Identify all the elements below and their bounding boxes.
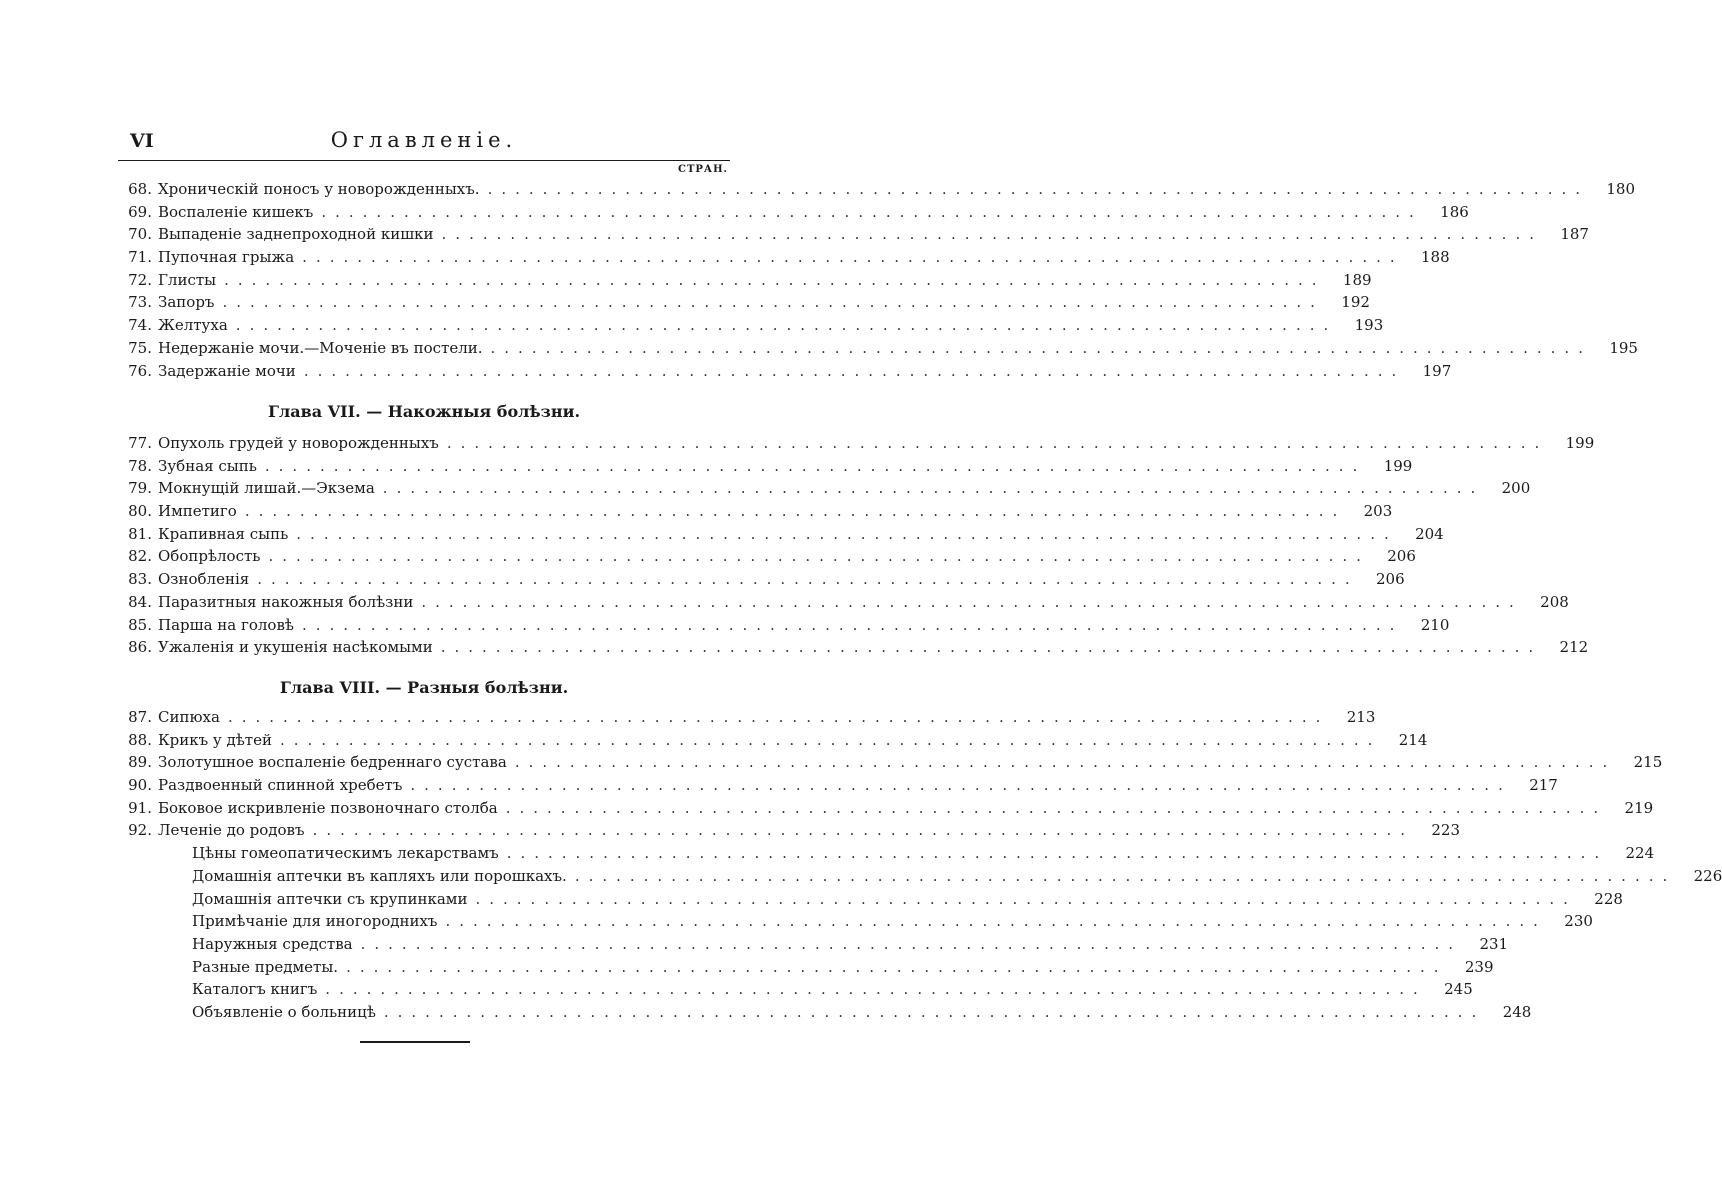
entry-page: 188 [1420, 248, 1450, 267]
entry-title: Ужаленія и укушенія насѣкомыми [158, 638, 433, 657]
entry-number: 81. [128, 524, 152, 543]
entry-page: 231 [1479, 934, 1509, 953]
entry-page: 206 [1376, 570, 1405, 589]
closing-rule [360, 1041, 470, 1043]
toc-entry [118, 910, 1593, 933]
toc-entry [118, 246, 1450, 269]
dot-leader: ................................................................................ [302, 248, 1404, 267]
dot-leader: ................................................................................ [475, 889, 1577, 908]
entry-title: Паразитныя накожныя болѣзни [158, 592, 414, 611]
entry-page: 215 [1633, 753, 1663, 772]
dot-leader: ................................................................................ [446, 434, 1549, 452]
toc-entry [118, 865, 1722, 888]
entry-number: 85. [128, 615, 152, 634]
dot-leader: ................................................................................ [264, 456, 1367, 475]
entry-title: Пупочная грыжа [158, 248, 295, 267]
dot-leader: ................................................................................ [360, 934, 1463, 953]
toc-entry [118, 568, 1405, 591]
toc-entry [118, 545, 1416, 568]
pages-column-label: СТРАН. [678, 164, 728, 175]
toc-entry [118, 751, 1663, 774]
entry-page: 199 [1383, 456, 1413, 475]
entry-title: Запоръ [158, 293, 215, 312]
entry-number: 76. [128, 361, 152, 380]
entry-page: 204 [1415, 524, 1444, 543]
toc-entry [118, 729, 1428, 752]
toc-section-1 [118, 178, 1638, 382]
dot-leader: ................................................................................ [505, 798, 1608, 817]
toc-entry [118, 314, 1384, 337]
dot-leader: ................................................................................ [235, 316, 1338, 335]
entry-page: 245 [1444, 980, 1473, 999]
toc-entry [118, 269, 1372, 292]
entry-page: 206 [1387, 547, 1416, 566]
entry-title: Импетиго [158, 502, 237, 521]
entry-title: Парша на головѣ [158, 615, 294, 634]
entry-number: 78. [128, 456, 152, 475]
entry-title: Сипюха [158, 708, 220, 726]
dot-leader: ................................................................................ [268, 547, 1370, 566]
entry-page: 208 [1540, 592, 1569, 611]
page-number: VI [130, 130, 154, 152]
entry-number: 88. [128, 730, 152, 749]
entry-number: 83. [128, 570, 152, 589]
dot-leader: ................................................................................ [487, 180, 1590, 198]
toc-section-8 [118, 706, 1722, 1024]
chapter-heading-7: Глава VII. — Накожныя болѣзни. [267, 402, 581, 421]
toc-entry [118, 591, 1569, 614]
entry-title: Цѣны гомеопатическимъ лекарствамъ [192, 844, 499, 863]
dot-leader: ................................................................................ [506, 844, 1609, 863]
entry-title: Объявленіе о больницѣ [192, 1002, 376, 1021]
toc-entry [118, 360, 1452, 383]
dot-leader: ................................................................................ [421, 592, 1523, 611]
entry-title: Золотушное воспаленіе бедреннаго сустава [158, 753, 507, 772]
entry-page: 197 [1422, 361, 1452, 380]
dot-leader: ................................................................................ [574, 866, 1677, 885]
entry-number: 82. [128, 547, 152, 566]
dot-leader: ................................................................................ [490, 338, 1592, 357]
entry-number: 75. [128, 338, 152, 357]
entry-page: 228 [1594, 889, 1623, 908]
entry-title: Воспаленіе кишекъ [158, 202, 314, 221]
dot-leader: ................................................................................ [227, 708, 1330, 726]
entry-number: 86. [128, 638, 152, 657]
dot-leader: ................................................................................ [382, 479, 1485, 498]
entry-number: 90. [128, 776, 152, 795]
entry-page: 200 [1501, 479, 1531, 498]
toc-entry [118, 978, 1473, 1001]
entry-page: 213 [1346, 708, 1376, 726]
running-header [118, 128, 730, 158]
entry-page: 230 [1564, 912, 1593, 931]
entry-number: 91. [128, 798, 152, 817]
entry-number: 87. [128, 708, 152, 726]
entry-number: 69. [128, 202, 152, 221]
toc-entry [118, 706, 1376, 729]
header-rule [118, 160, 730, 161]
entry-title: Глисты [158, 270, 217, 289]
toc-entry [118, 1001, 1532, 1024]
entry-title: Опухоль грудей у новорожденныхъ [158, 434, 439, 452]
toc-entry [118, 455, 1413, 478]
toc-entry [118, 500, 1393, 523]
entry-title: Домашнія аптечки въ капляхъ или порошкахъ. [192, 866, 567, 885]
toc-entry [118, 933, 1509, 956]
dot-leader: ................................................................................ [279, 730, 1382, 749]
entry-page: 214 [1398, 730, 1428, 749]
entry-title: Желтуха [158, 316, 228, 335]
entry-title: Каталогъ книгъ [192, 980, 318, 999]
entry-number: 92. [128, 821, 152, 840]
entry-number: 84. [128, 592, 152, 611]
toc-entry [118, 888, 1623, 911]
toc-section-7 [118, 432, 1595, 659]
toc-entry [118, 337, 1638, 360]
toc-entry [118, 774, 1558, 797]
dot-leader: ................................................................................ [312, 821, 1415, 840]
entry-number: 70. [128, 225, 152, 244]
entry-page: 239 [1464, 957, 1494, 976]
entry-page: 219 [1624, 798, 1654, 817]
entry-number: 72. [128, 270, 152, 289]
toc-entry [118, 797, 1654, 820]
entry-page: 248 [1502, 1002, 1532, 1021]
entry-page: 189 [1342, 270, 1372, 289]
dot-leader: ................................................................................ [346, 957, 1448, 976]
dot-leader: ................................................................................ [303, 361, 1406, 380]
chapter-heading-8: Глава VIII. — Разныя болѣзни. [279, 678, 569, 697]
toc-entry [118, 523, 1444, 546]
entry-title: Обопрѣлость [158, 547, 261, 566]
dot-leader: ................................................................................ [257, 570, 1359, 589]
entry-page: 210 [1420, 615, 1450, 634]
toc-entry [118, 477, 1531, 500]
entry-title: Крапивная сыпь [158, 524, 289, 543]
toc-entry [118, 178, 1636, 201]
dot-leader: ................................................................................ [514, 753, 1617, 772]
entry-page: 187 [1560, 225, 1589, 244]
entry-number: 79. [128, 479, 152, 498]
entry-number: 68. [128, 180, 152, 198]
entry-page: 195 [1609, 338, 1638, 357]
entry-title: Ознобленія [158, 570, 250, 589]
entry-title: Наружныя средства [192, 934, 353, 953]
entry-title: Раздвоенный спинной хребетъ [158, 776, 403, 795]
dot-leader: ................................................................................ [224, 270, 1326, 289]
toc-entry [118, 223, 1589, 246]
dot-leader: ................................................................................ [440, 638, 1543, 657]
entry-title: Домашнія аптечки съ крупинками [192, 889, 468, 908]
entry-page: 199 [1565, 434, 1595, 452]
dot-leader: ................................................................................ [296, 524, 1398, 543]
running-title: Оглавленіе. [330, 128, 518, 152]
dot-leader: ................................................................................ [325, 980, 1427, 999]
entry-page: 180 [1606, 180, 1636, 198]
entry-number: 89. [128, 753, 152, 772]
toc-entry [118, 956, 1494, 979]
entry-title: Примѣчаніе для иногороднихъ [192, 912, 438, 931]
dot-leader: ................................................................................ [244, 502, 1347, 521]
dot-leader: ................................................................................ [410, 776, 1512, 795]
entry-number: 71. [128, 248, 152, 267]
entry-page: 212 [1559, 638, 1589, 657]
entry-number: 73. [128, 293, 152, 312]
dot-leader: ................................................................................ [222, 293, 1324, 312]
entry-number: 80. [128, 502, 152, 521]
entry-page: 217 [1529, 776, 1558, 795]
toc-entry [118, 432, 1595, 455]
entry-page: 186 [1440, 202, 1469, 221]
toc-entry [118, 291, 1370, 314]
dot-leader: ................................................................................ [445, 912, 1547, 931]
entry-title: Хроническій поносъ у новорожденныхъ. [158, 180, 480, 198]
entry-title: Выпаденіе заднепроходной кишки [158, 225, 434, 244]
entry-page: 192 [1341, 293, 1370, 312]
entry-title: Крикъ у дѣтей [158, 730, 272, 749]
entry-title: Недержаніе мочи.—Моченіе въ постели. [158, 338, 483, 357]
toc-entry [118, 842, 1655, 865]
entry-page: 223 [1431, 821, 1461, 840]
entry-page: 203 [1363, 502, 1393, 521]
dot-leader: ................................................................................ [383, 1002, 1486, 1021]
dot-leader: ................................................................................ [301, 615, 1404, 634]
entry-title: Разные предметы. [192, 957, 339, 976]
toc-entry [118, 614, 1450, 637]
entry-title: Мокнущій лишай.—Экзема [158, 479, 375, 498]
entry-number: 74. [128, 316, 152, 335]
entry-title: Задержаніе мочи [158, 361, 296, 380]
entry-title: Боковое искривленіе позвоночнаго столба [158, 798, 498, 817]
entry-page: 224 [1625, 844, 1655, 863]
dot-leader: ................................................................................ [321, 202, 1423, 221]
entry-title: Леченіе до родовъ [158, 821, 305, 840]
toc-entry [118, 201, 1469, 224]
entry-page: 193 [1354, 316, 1384, 335]
entry-number: 77. [128, 434, 152, 452]
dot-leader: ................................................................................ [441, 225, 1543, 244]
toc-entry [118, 819, 1461, 842]
toc-entry [118, 636, 1589, 659]
entry-page: 226 [1693, 866, 1722, 885]
entry-title: Зубная сыпь [158, 456, 257, 475]
